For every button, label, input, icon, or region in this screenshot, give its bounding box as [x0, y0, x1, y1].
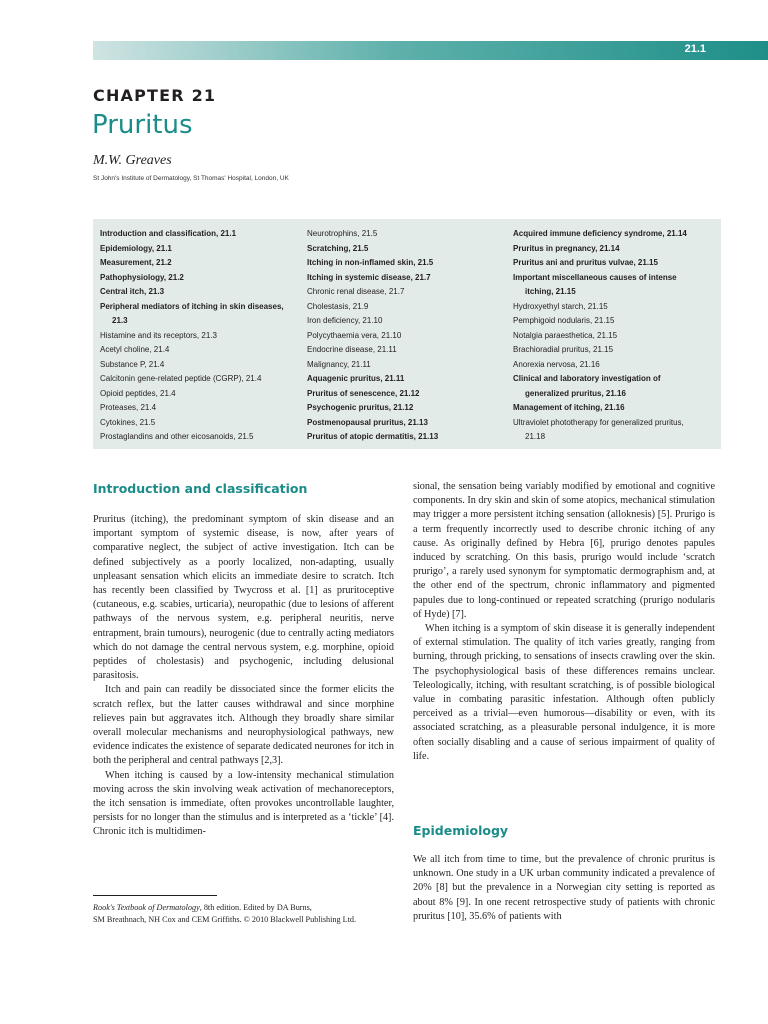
- chapter-title: Pruritus: [92, 110, 193, 140]
- author-name: M.W. Greaves: [93, 153, 172, 168]
- toc-entry: Acetyl choline, 21.4: [100, 345, 170, 354]
- paragraph: When itching is a symptom of skin disease it is generally independent of external stimulation. The quality of itch varies greatly, ranging from burning, through pricking, to sensations of insects crawling over the skin. The psychophysiological basis of these differences remains unclear. Teleologically, itching, with resultant scratching, is of possible biological value in combating parasitic infestation. Although often publicly perceived as a trivial—even humorous—disability or even, with its associated scratching, as a pleasurable personal indulgence, it is more often socially disabling and a cause of serious impairment of quality of life.: [413, 623, 715, 762]
- toc-entry: 21.18: [525, 432, 546, 441]
- body-column-right-epidemiology: [413, 853, 715, 924]
- toc-column-1: [100, 227, 284, 445]
- toc-entry: itching, 21.15: [525, 287, 576, 296]
- toc-entry: Postmenopausal pruritus, 21.13: [307, 417, 428, 427]
- paragraph: Pruritus (itching), the predominant symptom of skin disease and an important symptom of systemic disease, is now, after years of comparative neglect, the subject of active investigation. Itch can be defined subjectively as a poorly localized, non-adapting, usually unpleasant sensation which elicits an immediate desire to scratch. Itch has recently been classified by Twycross et al. [1] as pruritoceptive (cutaneous, e.g. scabies, urticaria), neuropathic (due to lesions of afferent pathways of the nervous system, e.g. peripheral neuritis, nerve entrapment, brain tumours), neurogenic (due to centrally acting mediators which do not damage the central nervous system, e.g. morphine, opioid peptides of cholestasis) and psychogenic, including delusional parasitosis.: [93, 514, 394, 682]
- toc-entry: Pruritus of atopic dermatitis, 21.13: [307, 432, 439, 441]
- paragraph: We all itch from time to time, but the prevalence of chronic pruritus is unknown. One study in a UK urban community indicated a prevalence of 20% [8] but the prevalence in a Norwegian city setting is reported as about 8% [9]. In one recent retrospective study of patients with chronic pruritus [10], 35.6% of patients with: [413, 854, 715, 922]
- footnote-citation: [93, 902, 403, 926]
- toc-entry: Cytokines, 21.5: [100, 417, 156, 427]
- toc-entry: Cholestasis, 21.9: [307, 301, 369, 311]
- toc-entry: Endocrine disease, 21.11: [307, 345, 397, 354]
- toc-entry: Polycythaemia vera, 21.10: [307, 330, 402, 340]
- toc-entry: Acquired immune deficiency syndrome, 21.14: [513, 229, 687, 238]
- footnote-rule: [93, 895, 217, 896]
- toc-entry: Pathophysiology, 21.2: [100, 272, 184, 282]
- toc-entry: Iron deficiency, 21.10: [307, 316, 383, 325]
- toc-entry: Histamine and its receptors, 21.3: [100, 330, 217, 340]
- chapter-label: CHAPTER 21: [93, 86, 217, 105]
- toc-entry: Prostaglandins and other eicosanoids, 21.5: [100, 432, 254, 441]
- toc-entry: Clinical and laboratory investigation of: [513, 374, 661, 383]
- author-affiliation: St John's Institute of Dermatology, St Thomas' Hospital, London, UK: [93, 175, 289, 182]
- citation-line-1: , 8th edition. Edited by DA Burns,: [199, 903, 312, 912]
- toc-entry: Peripheral mediators of itching in skin diseases,: [100, 301, 284, 311]
- toc-entry: Malignancy, 21.11: [307, 359, 371, 369]
- toc-entry: Ultraviolet phototherapy for generalized pruritus,: [513, 417, 684, 427]
- toc-entry: Management of itching, 21.16: [513, 403, 625, 412]
- body-column-left: [93, 513, 394, 840]
- toc-entry: Pruritus of senescence, 21.12: [307, 388, 420, 398]
- toc-entry: Epidemiology, 21.1: [100, 243, 172, 253]
- toc-entry: Central itch, 21.3: [100, 287, 165, 296]
- header-bar: [93, 41, 768, 60]
- toc-entry: Introduction and classification, 21.1: [100, 229, 237, 238]
- toc-entry: Anorexia nervosa, 21.16: [513, 359, 600, 369]
- toc-entry: Scratching, 21.5: [307, 243, 369, 253]
- toc-entry: Pemphigoid nodularis, 21.15: [513, 316, 615, 325]
- toc-entry: Pruritus in pregnancy, 21.14: [513, 243, 620, 253]
- toc-entry: Substance P, 21.4: [100, 359, 165, 369]
- section-heading-introduction: Introduction and classification: [93, 481, 308, 496]
- toc-entry: Chronic renal disease, 21.7: [307, 287, 405, 296]
- citation-line-2: SM Breathnach, NH Cox and CEM Griffiths. © 2010 Blackwell Publishing Ltd.: [93, 915, 357, 924]
- paragraph: sional, the sensation being variably modified by emotional and cognitive components. In dry skin and skin of some atopics, mechanical stimulation may trigger a more persistent itching sensation (alloknesis) [5]. Prurigo is a term frequently incorrectly used to describe chronic itching of any cause. As originally defined by Hebra [6], prurigo denotes papules induced by scratching. On this basis, prurigo would include ‘scratch prurigo’, a rarely used synonym for symptomatic dermographism and, at the other end of the spectrum, chronic inflammatory and pigmented papules due to long-continued or repeated scratching (prurigo nodularis of Hyde) [7].: [413, 481, 715, 620]
- toc-entry: Calcitonin gene-related peptide (CGRP), 21.4: [100, 374, 262, 383]
- toc-entry: Measurement, 21.2: [100, 258, 172, 267]
- toc-entry: 21.3: [112, 316, 128, 325]
- toc-entry: Pruritus ani and pruritus vulvae, 21.15: [513, 258, 658, 267]
- table-of-contents: [93, 219, 721, 449]
- toc-column-3: [513, 227, 687, 445]
- toc-column-2: [307, 227, 438, 445]
- book-title: Rook's Textbook of Dermatology: [93, 903, 200, 912]
- toc-entry: Psychogenic pruritus, 21.12: [307, 403, 414, 412]
- toc-entry: Itching in non-inflamed skin, 21.5: [307, 258, 434, 267]
- toc-entry: Neurotrophins, 21.5: [307, 229, 378, 238]
- toc-entry: Notalgia paraesthetica, 21.15: [513, 330, 618, 340]
- page-number: 21.1: [684, 43, 706, 55]
- toc-entry: Hydroxyethyl starch, 21.15: [513, 301, 608, 311]
- toc-entry: Opioid peptides, 21.4: [100, 388, 176, 398]
- toc-entry: Aquagenic pruritus, 21.11: [307, 374, 405, 383]
- body-column-right: [413, 480, 715, 764]
- toc-entry: Important miscellaneous causes of intense: [513, 272, 677, 282]
- section-heading-epidemiology: Epidemiology: [413, 823, 509, 838]
- toc-entry: generalized pruritus, 21.16: [525, 388, 626, 398]
- paragraph: Itch and pain can readily be dissociated since the former elicits the scratch reflex, but the latter causes withdrawal and since morphine relieves pain but aggravates itch. Although they broadly share similar overall molecular mechanisms and neurophysiological pathways, new evidence indicates the existence of separate dedicated neurones for itch in both the peripheral and central pathways [2,3].: [93, 684, 394, 767]
- toc-entry: Brachioradial pruritus, 21.15: [513, 345, 614, 354]
- paragraph: When itching is caused by a low-intensity mechanical stimulation moving across the skin involving weak activation of mechanoreceptors, the itch sensation is immediate, often provokes uncontrollable laughter, persists for no longer than the stimulus and is interpreted as a ‘tickle’ [4]. Chronic itch is multidimen-: [93, 769, 394, 838]
- toc-entry: Proteases, 21.4: [100, 403, 157, 412]
- toc-entry: Itching in systemic disease, 21.7: [307, 272, 431, 282]
